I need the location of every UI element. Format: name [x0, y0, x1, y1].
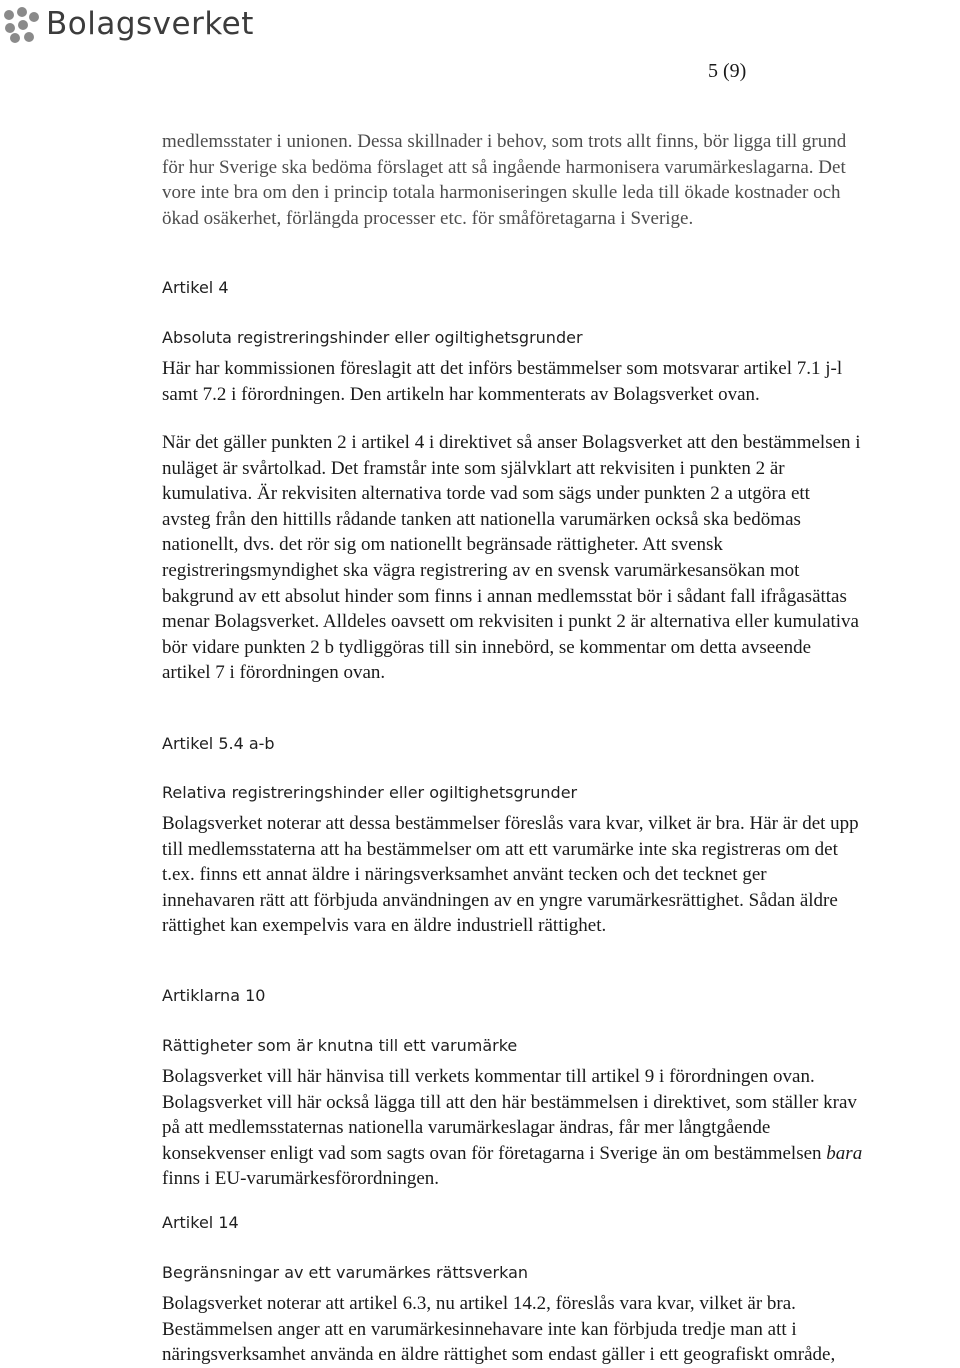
text-line: registreringsmyndighet ska vägra registrering av en svensk varumärkesansökan mot: [162, 559, 800, 581]
section-subtitle-artikel-5-4: Relativa registreringshinder eller ogiltighetsgrunder: [162, 783, 578, 802]
text-line: bakgrund av ett absolut hinder som finns i annan medlemsstat bör i sådant fall ifrågasättas: [162, 585, 847, 607]
text-line: artikel 7 i förordningen ovan.: [162, 662, 386, 684]
logo-text: Bolagsverket: [46, 5, 254, 42]
text-line: näringsverksamhet använda en äldre rättighet som endast gäller i ett geografiskt område,: [162, 1344, 836, 1366]
text-segment: konsekvenser enligt vad som sagts ovan för företagarna i Sverige än om bestämmelsen: [162, 1142, 827, 1164]
text-line: på att medlemsstaternas nationella varumärkeslagar ändras, får mer långtgående: [162, 1117, 771, 1139]
text-line: Bestämmelsen anger att en varumärkesinnehavare inte kan förbjuda tredje man att i: [162, 1318, 797, 1340]
section-title-artiklarna-10: Artiklarna 10: [162, 986, 266, 1005]
text-line: avsteg från den hittills rådande tanken att nationella varumärken också ska bedömas: [162, 508, 801, 530]
text-line: finns i EU-varumärkesförordningen.: [162, 1168, 440, 1190]
text-line: vore inte bra om den i princip totala harmoniseringen skulle leda till ökade kostnader och: [162, 182, 841, 204]
section-title-artikel-4: Artikel 4: [162, 278, 229, 297]
text-line: menar Bolagsverket. Alldeles oavsett om rekvisiten i punkt 2 är alternativa eller kumulativa: [162, 611, 859, 633]
artiklarna-10-paragraph: [162, 1064, 960, 1192]
text-line: ökad osäkerhet, förlängda processer etc. för småföretagarna i Sverige.: [162, 207, 694, 229]
text-line: rättighet kan exempelvis vara en äldre industriell rättighet.: [162, 915, 607, 937]
section-subtitle-artikel-14: Begränsningar av ett varumärkes rättsverkan: [162, 1263, 529, 1282]
text-line: t.ex. finns ett annat äldre i näringsverksamhet använt tecken och det tecknet ger: [162, 864, 767, 886]
emphasis-bara: bara: [826, 1142, 863, 1164]
artikel-4-paragraph-2: [162, 430, 960, 686]
text-line: Bolagsverket vill här också lägga till att den här bestämmelsen i direktivet, som ställer krav: [162, 1091, 857, 1113]
section-subtitle-artikel-4: Absoluta registreringshinder eller ogiltighetsgrunder: [162, 328, 583, 347]
section-subtitle-artiklarna-10: Rättigheter som är knutna till ett varumärke: [162, 1036, 518, 1055]
artikel-14-paragraph: [162, 1291, 960, 1368]
text-line: Bolagsverket noterar att artikel 6.3, nu artikel 14.2, föreslås vara kvar, vilket är bra.: [162, 1293, 796, 1314]
text-line: Här har kommissionen föreslagit att det införs bestämmelser som motsvarar artikel 7.1 j-l: [162, 358, 843, 379]
text-line: [162, 1141, 960, 1167]
text-line: nationellt, dvs. det rör sig om nationellt begränsade rättigheter. Att svensk: [162, 534, 723, 556]
text-line: bör vidare punkten 2 b tydliggöras till sin innebörd, se kommentar om detta avseende: [162, 636, 812, 658]
text-line: till medlemsstaterna att ha bestämmelser om att ett varumärke inte ska registreras om det: [162, 838, 838, 860]
text-line: samt 7.2 i förordningen. Den artikeln har kommenterats av Bolagsverket ovan.: [162, 383, 760, 405]
text-line: kumulativa. Är rekvisiten alternativa torde vad som sägs under punkten 2 a utgöra ett: [162, 483, 810, 505]
text-line: innehavaren rätt att förbjuda användningen av en yngre varumärkesrättighet. Sådan äldre: [162, 889, 838, 911]
page-number: 5 (9): [708, 60, 747, 82]
section-title-artikel-5-4: Artikel 5.4 a-b: [162, 734, 275, 753]
text-line: Bolagsverket vill här hänvisa till verkets kommentar till artikel 9 i förordningen ovan.: [162, 1066, 815, 1087]
artikel-4-paragraph-1: [162, 356, 960, 407]
text-line: nuläget är svårtolkad. Det framstår inte som självklart att rekvisiten i punkten 2 är: [162, 457, 785, 479]
artikel-5-4-paragraph: [162, 811, 960, 939]
text-line: Bolagsverket noterar att dessa bestämmelser föreslås vara kvar, vilket är bra. Här är det upp: [162, 813, 859, 834]
text-line: medlemsstater i unionen. Dessa skillnader i behov, som trots allt finns, bör ligga till grund: [162, 131, 847, 152]
bolagsverket-logo-mark-icon: [2, 4, 42, 44]
text-line: för hur Sverige ska bedöma förslaget att så ingående harmonisera varumärkeslagarna. Det: [162, 156, 846, 178]
section-title-artikel-14: Artikel 14: [162, 1213, 239, 1232]
intro-paragraph: [162, 129, 960, 231]
text-line: När det gäller punkten 2 i artikel 4 i direktivet så anser Bolagsverket att den bestämmelsen i: [162, 432, 861, 453]
bolagsverket-logo: [2, 4, 254, 44]
